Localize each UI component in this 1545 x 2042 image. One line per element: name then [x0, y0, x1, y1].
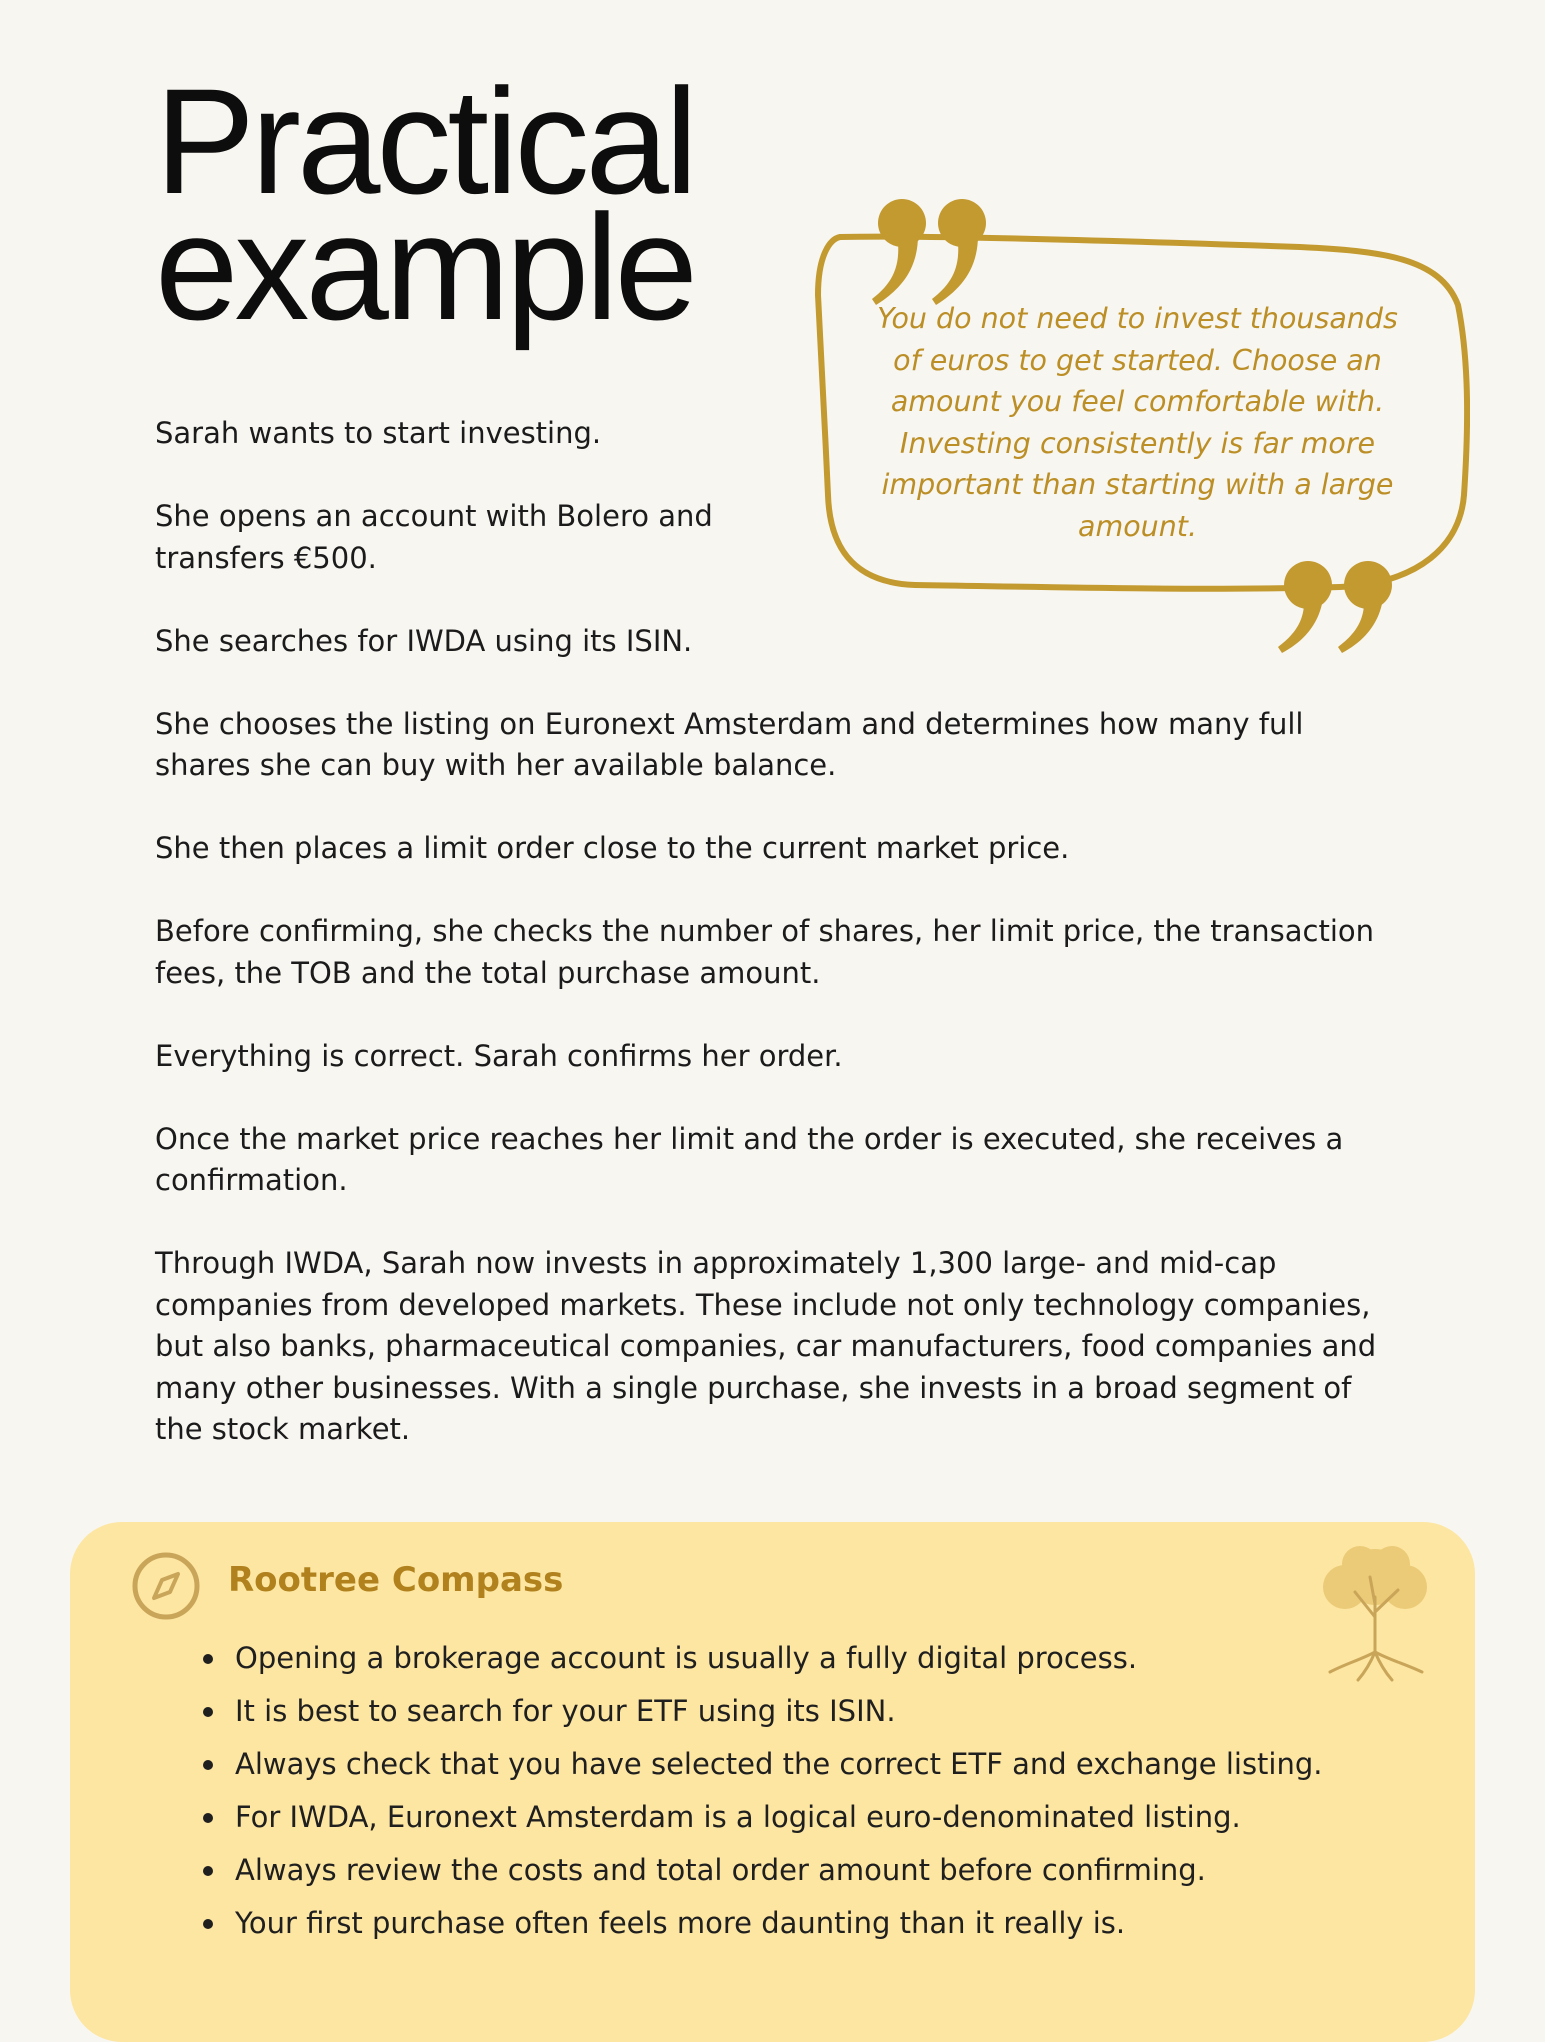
- story-paragraph: She then places a limit order close to the current market price.: [155, 831, 1070, 865]
- list-item: Opening a brokerage account is usually a fully digital process.: [165, 1632, 1365, 1685]
- quote-text: You do not need to invest thousands of euros to get started. Choose an amount you feel comfortable with. Investing consistently is far more important than starting with a large amount.: [877, 302, 1398, 543]
- story-paragraph: She opens an account with Bolero and transfers €500.: [155, 499, 713, 575]
- story-paragraph: Once the market price reaches her limit and the order is executed, she receives a confirmation.: [155, 1121, 1344, 1197]
- list-item: It is best to search for your ETF using its ISIN.: [165, 1685, 1365, 1738]
- list-item: Always check that you have selected the correct ETF and exchange listing.: [165, 1738, 1365, 1791]
- story-paragraph: She chooses the listing on Euronext Amsterdam and determines how many full shares she can buy with her available balance.: [155, 706, 1304, 782]
- page-title-line-1: Practical: [155, 57, 695, 225]
- story-text: [155, 413, 1385, 1492]
- story-paragraph: Everything is correct. Sarah confirms her order.: [155, 1038, 843, 1073]
- page-title: [155, 57, 695, 351]
- story-paragraph: Sarah wants to start investing.: [155, 416, 602, 450]
- compass-list: [165, 1632, 1365, 1950]
- rootree-compass-panel: [70, 1522, 1475, 2042]
- list-item: Always review the costs and total order amount before confirming.: [165, 1844, 1365, 1897]
- list-item: For IWDA, Euronext Amsterdam is a logical euro-denominated listing.: [165, 1791, 1365, 1844]
- list-item: Your first purchase often feels more daunting than it really is.: [165, 1897, 1365, 1950]
- compass-icon: [130, 1550, 202, 1622]
- story-paragraph: She searches for IWDA using its ISIN.: [155, 623, 693, 658]
- story-paragraph: Through IWDA, Sarah now invests in approximately 1,300 large- and mid-cap companies from developed markets. These include not only technology companies, but also banks, pharmaceutical companies, car manufacturers, food companies and many other businesses. With a single purchase, she invests in a broad segment of the stock market.: [155, 1246, 1377, 1446]
- page-title-line-2: example: [155, 183, 694, 351]
- story-paragraph: Before confirming, she checks the number of shares, her limit price, the transaction fees, the TOB and the total purchase amount.: [155, 914, 1375, 990]
- compass-title: Rootree Compass: [228, 1560, 564, 1600]
